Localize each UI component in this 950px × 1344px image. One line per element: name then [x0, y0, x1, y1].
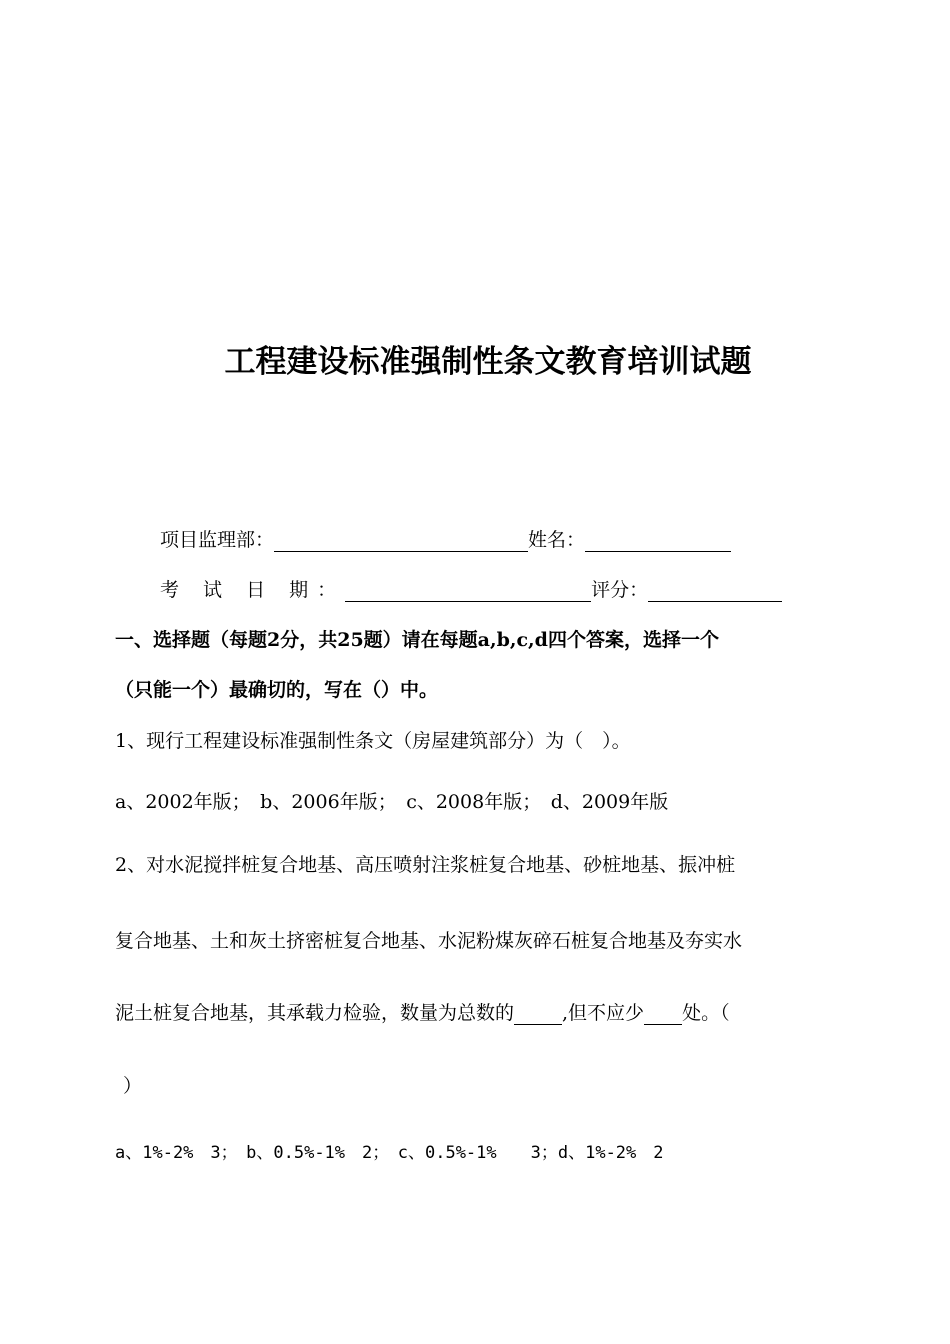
question-2-line3-part-a: 泥土桩复合地基，其承载力检验，数量为总数的 — [115, 1002, 515, 1024]
exam-date-row — [160, 575, 782, 602]
name-blank[interactable] — [585, 531, 731, 552]
score-label: 评分： — [591, 579, 649, 601]
project-dept-blank[interactable] — [274, 531, 528, 552]
count-blank[interactable] — [644, 1006, 682, 1025]
question-2-line3 — [115, 998, 730, 1025]
question-1-text: 1、现行工程建设标准强制性条文（房屋建筑部分）为（ ）。 — [115, 730, 631, 752]
project-dept-label: 项目监理部： — [160, 529, 275, 551]
percentage-blank[interactable] — [514, 1006, 562, 1025]
score-blank[interactable] — [648, 581, 782, 602]
question-2-line1: 2、对水泥搅拌桩复合地基、高压喷射注浆桩复合地基、砂桩地基、振冲桩 — [115, 854, 736, 876]
question-2-line3-part-c: 处。（ — [682, 1002, 730, 1024]
page-title: 工程建设标准强制性条文教育培训试题 — [224, 344, 752, 380]
question-2-line3-part-b: ,但不应少 — [562, 1002, 645, 1024]
question-1-options: a、2002年版； b、2006年版； c、2008年版； d、2009年版 — [115, 791, 669, 813]
question-2-line4: ） — [123, 1075, 143, 1097]
exam-date-label: 考 试 日 期： — [160, 579, 346, 601]
section1-heading-line1: 一、选择题（每题2分，共25题）请在每题a,b,c,d四个答案，选择一个 — [115, 629, 719, 651]
name-label: 姓名： — [528, 529, 586, 551]
section1-heading-line2: （只能一个）最确切的，写在（）中。 — [115, 679, 439, 701]
question-2-line2: 复合地基、土和灰土挤密桩复合地基、水泥粉煤灰碎石桩复合地基及夯实水 — [115, 930, 743, 952]
exam-date-blank[interactable] — [345, 581, 591, 602]
project-dept-row — [160, 525, 731, 552]
question-2-options: a、1%-2% 3； b、0.5%-1% 2； c、0.5%-1% 3；d、1%-2% 2 — [115, 1143, 664, 1163]
